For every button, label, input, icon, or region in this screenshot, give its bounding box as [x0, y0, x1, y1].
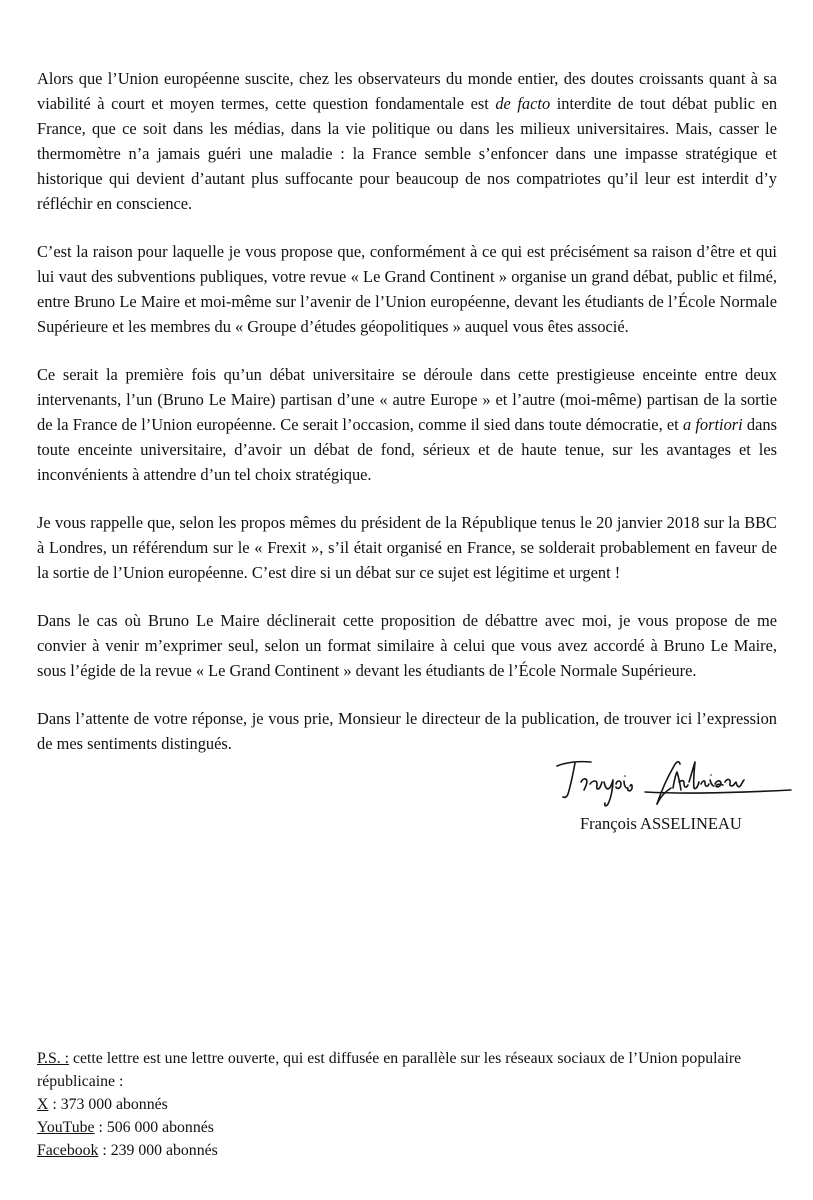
- letter-body: [37, 66, 777, 756]
- paragraph-2: C’est la raison pour laquelle je vous propose que, conformément à ce qui est précisément sa raison d’être et qui lui vaut des subventions publiques, votre revue « Le Grand Continent » organise un grand débat, public et filmé, entre Bruno Le Maire et moi-même sur l’avenir de l’Union européenne, devant les étudiants de l’École Normale Supérieure et les membres du « Groupe d’études géopolitiques » auquel vous êtes associé.: [37, 242, 777, 336]
- ps-label: P.S. :: [37, 1050, 70, 1067]
- paragraph-5: Dans le cas où Bruno Le Maire déclinerait cette proposition de débattre avec moi, je vous propose de me convier à venir m’exprimer seul, selon un format similaire à celui que vous avez accordé à Bruno Le Maire, sous l’égide de la revue « Le Grand Continent » devant les étudiants de l’École Normale Supérieure.: [37, 611, 777, 680]
- ps-intro: P.S. : cette lettre est une lettre ouverte, qui est diffusée en parallèle sur les réseaux sociaux de l’Union populaire républicaine :: [37, 1050, 742, 1090]
- network-facebook: Facebook : 239 000 abonnés: [37, 1142, 218, 1159]
- paragraph-1: Alors que l’Union européenne suscite, chez les observateurs du monde entier, des doutes croissants quant à sa viabilité à court et moyen termes, cette question fondamentale est de facto interdite de tout débat public en France, que ce soit dans les médias, dans la vie politique ou dans les milieux universitaires. Mais, casser le thermomètre n’a jamais guéri une maladie : la France semble s’enfoncer dans une impasse stratégique et historique qui devient d’autant plus suffocante pour beaucoup de nos compatriotes qu’il leur est interdit d’y réfléchir en conscience.: [37, 69, 778, 213]
- network-name: X: [37, 1096, 49, 1113]
- paragraph-3: Ce serait la première fois qu’un débat universitaire se déroule dans cette prestigieuse enceinte entre deux intervenants, l’un (Bruno Le Maire) partisan d’une « autre Europe » et l’autre (moi-même) partisan de la sortie de la France de l’Union européenne. Ce serait l’occasion, comme il sied dans toute démocratie, et a fortiori dans toute enceinte universitaire, d’avoir un débat de fond, sérieux et de haute tenue, sur les avantages et les inconvénients à attendre d’un tel choix stratégique.: [37, 365, 777, 484]
- signer-name: François ASSELINEAU: [580, 814, 742, 833]
- network-youtube: YouTube : 506 000 abonnés: [37, 1119, 214, 1136]
- network-name: YouTube: [37, 1119, 95, 1136]
- paragraph-6: Dans l’attente de votre réponse, je vous prie, Monsieur le directeur de la publication, de trouver ici l’expression de mes sentiments distingués.: [37, 709, 777, 753]
- postscript: [37, 1047, 777, 1162]
- emphasis-de-facto: de facto: [495, 94, 551, 113]
- network-name: Facebook: [37, 1142, 99, 1159]
- network-x: X : 373 000 abonnés: [37, 1096, 168, 1113]
- handwritten-signature: [553, 752, 798, 812]
- paragraph-4: Je vous rappelle que, selon les propos mêmes du président de la République tenus le 20 janvier 2018 sur la BBC à Londres, un référendum sur le « Frexit », s’il était organisé en France, se solderait probablement en faveur de la sortie de l’Union européenne. C’est dire si un débat sur ce sujet est légitime et urgent !: [37, 513, 777, 582]
- emphasis-a-fortiori: a fortiori: [682, 415, 743, 434]
